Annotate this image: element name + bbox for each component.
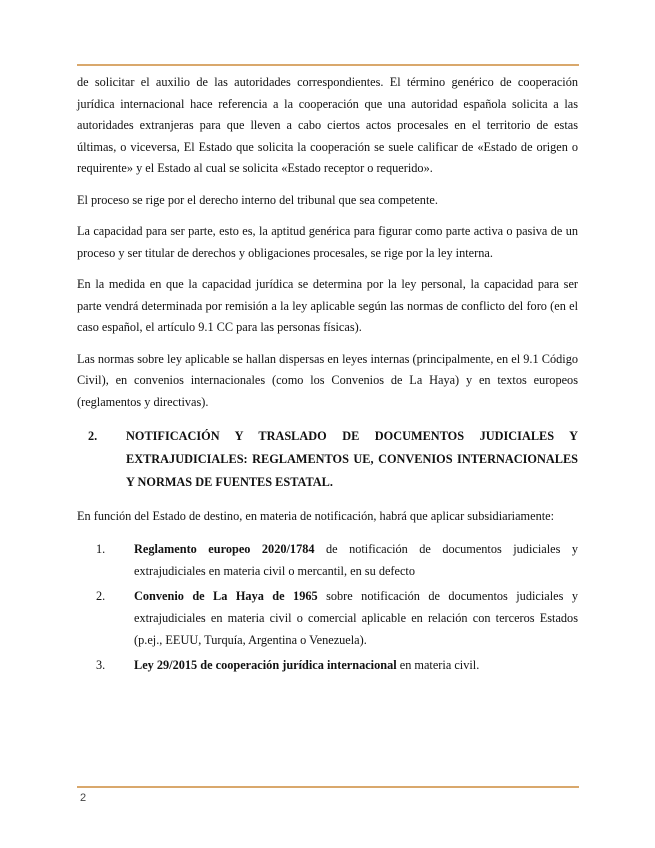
list-item-number: 1. [96, 541, 106, 556]
paragraph-cooperation: de solicitar el auxilio de las autoridades correspondientes. El término genérico de cooperación jurídica internacional hace referencia a la cooperación que una autoridad española solicita a las autoridades extranjeras para que lleven a cabo ciertos actos procesales en el territorio de estas últimas, o viceversa, El Estado que solicita la cooperación se suele calificar de «Estado de origen o requirente» y el Estado al cual se solicita «Estado receptor o requerido». [77, 75, 578, 175]
paragraph-intro: En función del Estado de destino, en materia de notificación, habrá que aplicar subsidiariamente: [77, 509, 555, 523]
list-item [77, 585, 578, 651]
list-item-number: 3. [96, 657, 106, 672]
paragraph-process-law: El proceso se rige por el derecho interno del tribunal que sea competente. [77, 192, 438, 207]
list-item-rest: de notificación de documentos judiciales y extrajudiciales en materia civil o mercantil, en su defecto [134, 541, 578, 578]
list-item-rest: sobre notificación de documentos judiciales y extrajudiciales en materia civil o comercial aplicable en relación con terceros Estados (p.ej., EEUU, Turquía, Argentina o Venezuela). [134, 588, 578, 647]
section-number: 2. [88, 429, 98, 443]
page-body [77, 72, 578, 679]
section-title: NOTIFICACIÓN Y TRASLADO DE DOCUMENTOS JUDICIALES Y EXTRAJUDICIALES: REGLAMENTOS UE, CONVENIOS INTERNACIONALES Y NORMAS DE FUENTES ESTATAL. [126, 429, 578, 489]
list-item [77, 538, 578, 582]
list-item [77, 654, 578, 676]
paragraph-applicable-law: Las normas sobre ley aplicable se hallan dispersas en leyes internas (principalmente, en el 9.1 Código Civil), en convenios internacionales (como los Convenios de La Haya) y en textos europeos (reglamentos y directivas). [77, 351, 578, 409]
list-item-text [134, 585, 578, 651]
footer-rule [77, 786, 579, 788]
list-item-rest: en materia civil. [396, 657, 480, 672]
list-item-bold: Convenio de La Haya de 1965 [134, 588, 318, 603]
section-heading [77, 425, 578, 494]
list-item-text [134, 654, 578, 676]
page-number: 2 [80, 792, 87, 804]
paragraph-capacity: La capacidad para ser parte, esto es, la aptitud genérica para figurar como parte activa o pasiva de un proceso y ser titular de derechos y obligaciones procesales, se rige por la ley interna. [77, 224, 578, 260]
list-item-bold: Reglamento europeo 2020/1784 [134, 541, 315, 556]
header-rule [77, 64, 579, 66]
list-item-number: 2. [96, 588, 106, 603]
list-item-text [134, 538, 578, 582]
list-item-bold: Ley 29/2015 de cooperación jurídica internacional [134, 657, 397, 672]
paragraph-legal-capacity: En la medida en que la capacidad jurídica se determina por la ley personal, la capacidad para ser parte vendrá determinada por remisión a la ley aplicable según las normas de conflicto del foro (en el caso español, el artículo 9.1 CC para las personas físicas). [77, 277, 578, 334]
numbered-list [77, 538, 578, 676]
